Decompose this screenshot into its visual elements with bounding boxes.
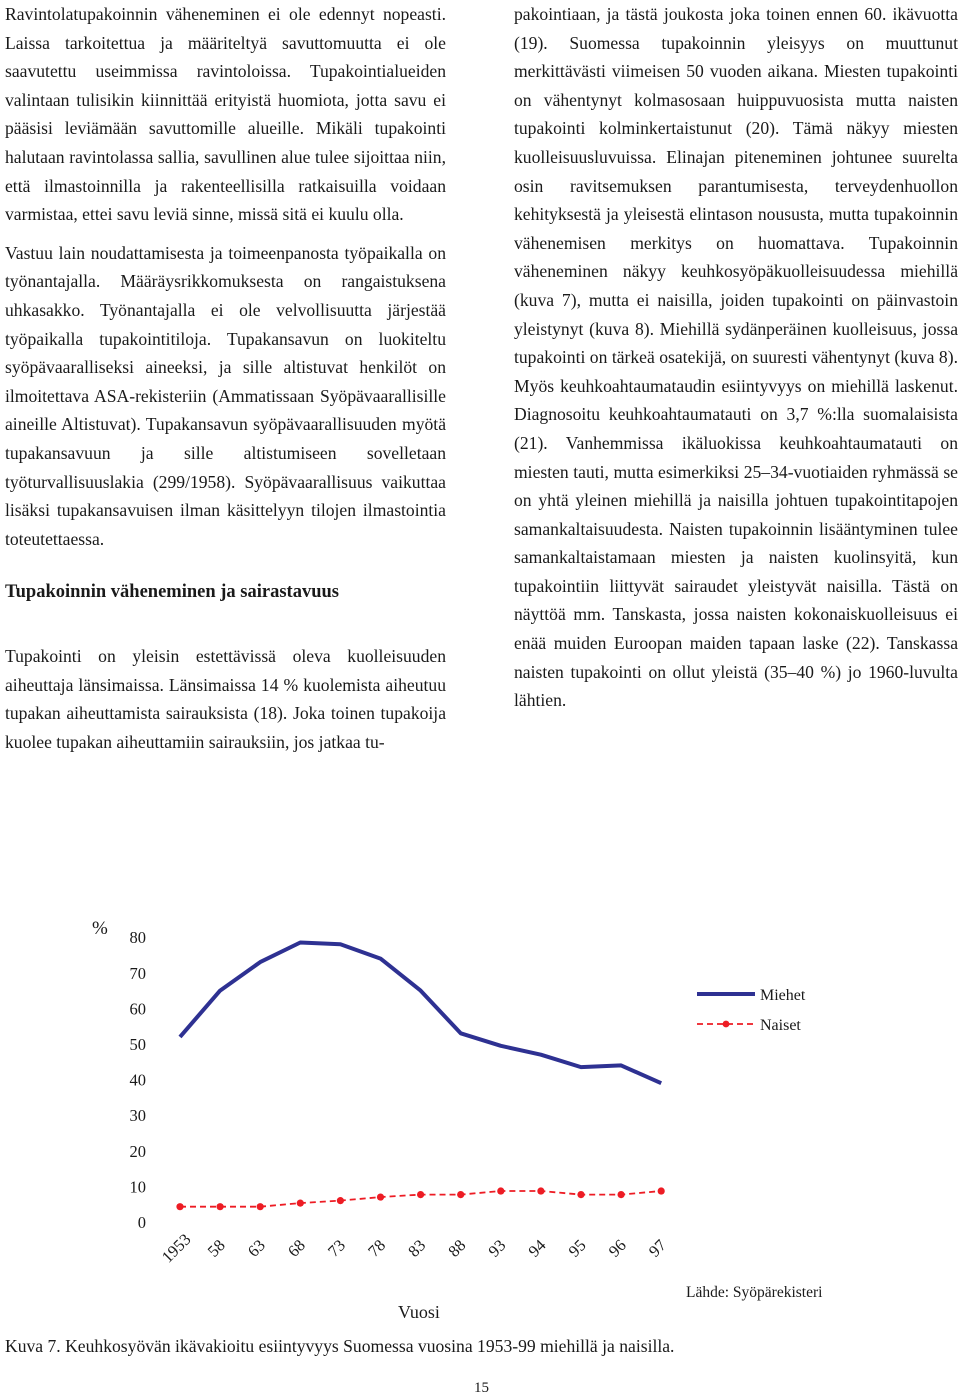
- legend-marker-naiset: [723, 1021, 730, 1028]
- y-tick-label: 30: [129, 1106, 146, 1126]
- x-tick-label: 97: [644, 1235, 670, 1261]
- x-tick-label: 73: [323, 1235, 350, 1261]
- left-paragraph-2: Vastuu lain noudattamisesta ja toimeenpanosta työpaikalla on työnantajalla. Määräysrikkomuksesta on rangaistuksena uhkasakko. Työnantajalla ei ole velvollisuutta järjestää työpaikalla tupakointitiloja. Tupakansavun on luokiteltu syöpävaaralliseksi aineeksi, ja sille altistuvat henkilöt on ilmoitettava ASA-rekisteriin (Ammatissaan Syöpävaarallisille aineille Altistuvat). Tupakansavun syöpävaarallisuuden myötä tupakansavuun ja sille altistumiseen sovelletaan työturvallisuuslakia (299/1958). Syöpävaarallisuus vaikuttaa lisäksi tupakansavuisen ilman käsittelyyn tilojen ilmastointia toteutettaessa.: [5, 242, 446, 549]
- data-point-naiset: [217, 1203, 224, 1210]
- chart-source-note: Lähde: Syöpärekisteri: [686, 1284, 823, 1301]
- y-tick-label: 20: [129, 1141, 146, 1161]
- data-point-naiset: [417, 1191, 424, 1198]
- left-paragraph-3: Tupakointi on yleisin estettävissä oleva kuolleisuuden aiheuttaja länsimaissa. Länsimaissa 14 % kuolemista aiheutuu tupakan aiheuttamista sairauksista (18). Joka toinen tupakoija kuolee tupakan aiheuttamiin sairauksiin, jos jatkaa tu-: [5, 646, 446, 753]
- left-paragraph-1: Ravintolatupakoinnin väheneminen ei ole edennyt nopeasti. Laissa tarkoitettua ja määriteltyä savuttomuutta ei ole saavutettu useimmissa ravintoloissa. Tupakointialueiden valintaan tulisikin kiinnittää erityistä huomiota, jotta savu ei pääsisi leviämään savuttomille alueille. Mikäli tupakointi halutaan ravintolassa sallia, savullinen alue tulee sijoittaa niin, että ilmastoinnilla ja rakenteellisilla ratkaisuilla voidaan varmistaa, ettei savu leviä sinne, missä sitä ei kuulu olla.: [5, 4, 446, 225]
- x-tick-label: 1953: [157, 1229, 195, 1267]
- data-point-naiset: [377, 1193, 384, 1200]
- y-tick-label: 50: [129, 1035, 146, 1054]
- y-tick-label: 80: [129, 928, 146, 948]
- chart-legend: [697, 987, 806, 1034]
- data-point-naiset: [337, 1197, 344, 1204]
- y-tick-label: 70: [129, 963, 146, 983]
- legend-label-miehet: Miehet: [760, 987, 806, 1004]
- x-tick-label: 93: [484, 1235, 510, 1261]
- data-point-naiset: [176, 1203, 183, 1210]
- x-tick-label: 95: [564, 1235, 590, 1261]
- data-point-naiset: [537, 1187, 544, 1194]
- data-point-naiset: [618, 1191, 625, 1198]
- right-paragraph-1: pakointiaan, ja tästä joukosta joka toinen ennen 60. ikävuotta (19). Suomessa tupakoinnin yleisyys on muuttunut merkittävästi viimeisen 50 vuoden aikana. Miesten tupakointi on vähentynyt kolmasosaan huippuvuosista mutta naisten tupakointi kolminkertaistunut (20). Tämä näkyy miesten kuolleisuusluvuissa. Elinajan piteneminen johtunee suurelta osin ravitsemuksen parantumisesta, terveydenhuollon kehityksestä ja yleisestä elintason noususta, mutta tupakoinnin vähenemisen merkitys on huomattava. Tupakoinnin väheneminen näkyy keuhkosyöpäkuolleisuudessa miehillä (kuva 7), mutta ei naisilla, joiden tupakointi on päinvastoin yleistynyt (kuva 8). Miehillä sydänperäinen kuolleisuus, jossa tupakointi on tärkeä osatekijä, on suuresti vähentynyt (kuva 8). Myös keuhkoahtaumataudin esiintyvyys on miehillä laskenut. Diagnosoitu keuhkoahtaumatauti on 3,7 %:lla suomalaisista (21). Vanhemmissa ikäluokissa keuhkoahtaumatauti on miesten tauti, mutta esimerkiksi 25–34-vuotiaiden ryhmässä se on yhtä yleinen miehillä ja naisilla johtuen tupakointitapojen samankaltaisuudesta. Naisten tupakoinnin lisääntyminen tulee samankaltaistamaan miesten ja naisten kuolinsyitä, kun tupakointiin liittyvät sairaudet yleistyvät naisilla. Tästä on näyttöä mm. Tanskasta, jossa naisten kokonaiskuolleisuus ei enää muiden Euroopan maiden tapaan laske (22). Tanskassa naisten tupakointi on ollut yleistä (35–40 %) jo 1960-luvulta lähtien.: [514, 4, 958, 711]
- x-axis-label: Vuosi: [398, 1302, 440, 1322]
- section-heading: Tupakoinnin väheneminen ja sairastavuus: [5, 582, 339, 603]
- data-point-naiset: [457, 1191, 464, 1198]
- data-point-naiset: [297, 1200, 304, 1207]
- x-tick-label: 83: [404, 1235, 430, 1261]
- y-tick-label: 60: [129, 999, 146, 1019]
- series-line-miehet: [180, 943, 661, 1084]
- left-column: [5, 0, 446, 757]
- x-tick-label: 68: [283, 1235, 309, 1261]
- data-point-naiset: [577, 1191, 584, 1198]
- data-point-naiset: [497, 1187, 504, 1194]
- y-axis-label: %: [92, 918, 108, 939]
- x-tick-label: 63: [243, 1235, 269, 1261]
- x-tick-label: 96: [604, 1235, 630, 1261]
- page-number: 15: [474, 1380, 489, 1396]
- y-tick-label: 0: [137, 1213, 146, 1232]
- right-column: [514, 0, 958, 715]
- y-tick-label: 10: [129, 1177, 146, 1197]
- x-tick-label: 94: [524, 1235, 550, 1261]
- data-point-naiset: [257, 1203, 264, 1210]
- figure-caption: Kuva 7. Keuhkosyövän ikävakioitu esiintyvyys Suomessa vuosina 1953-99 miehillä ja naisilla.: [5, 1336, 675, 1356]
- legend-label-naiset: Naiset: [760, 1017, 801, 1034]
- lung-cancer-incidence-chart: [0, 900, 960, 1330]
- x-tick-label: 58: [203, 1235, 229, 1261]
- data-point-naiset: [658, 1187, 665, 1194]
- x-tick-label: 78: [364, 1235, 390, 1261]
- x-tick-label: 88: [444, 1235, 470, 1261]
- y-tick-label: 40: [129, 1070, 146, 1090]
